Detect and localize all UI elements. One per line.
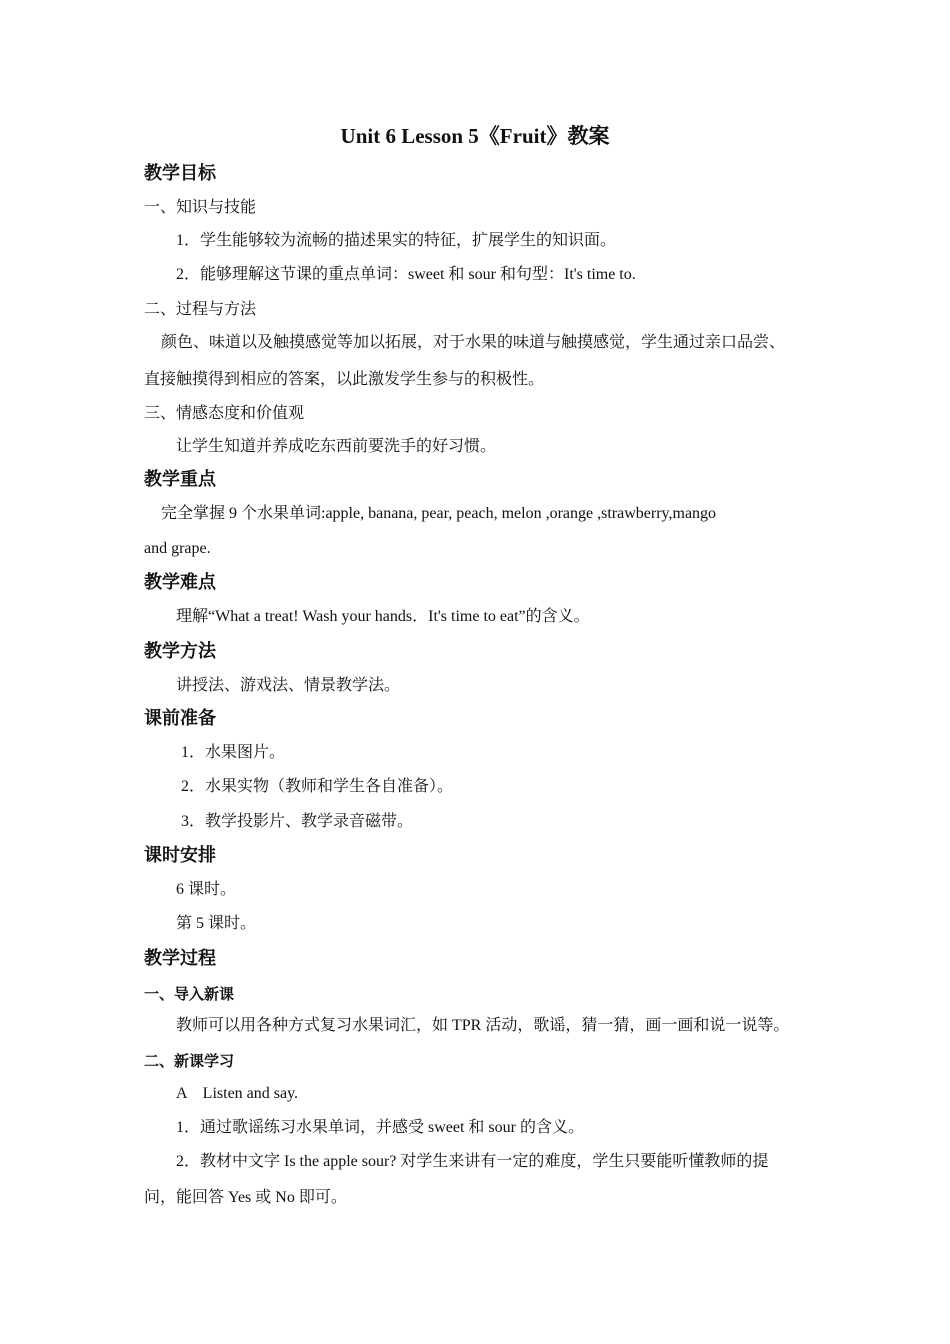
difficulties-text: 理解“What a treat! Wash your hands．It's time to eat”的含义。: [176, 608, 590, 625]
process-method-heading: 二、过程与方法: [144, 301, 257, 318]
document-title: Unit 6 Lesson 5《Fruit》教案: [340, 124, 610, 148]
lesson-step-1: 1．通过歌谣练习水果单词，并感受 sweet 和 sour 的含义。: [176, 1119, 584, 1136]
process-heading: 教学过程: [144, 948, 216, 969]
process-method-text-line-1: 颜色、味道以及触摸感觉等加以拓展，对于水果的味道与触摸感觉，学生通过亲口品尝、: [161, 334, 786, 351]
intro-section-text: 教师可以用各种方式复习水果词汇，如 TPR 活动，歌谣，猜一猜，画一画和说一说等。: [176, 1017, 790, 1034]
key-points-heading: 教学重点: [144, 469, 216, 490]
listen-and-say-label: A Listen and say.: [176, 1085, 299, 1102]
new-lesson-heading: 二、新课学习: [144, 1052, 235, 1070]
lesson-step-2-line-2: 问，能回答 Yes 或 No 即可。: [144, 1189, 347, 1206]
objective-item-1: 1．学生能够较为流畅的描述果实的特征，扩展学生的知识面。: [176, 232, 617, 249]
schedule-line-1: 6 课时。: [176, 881, 237, 898]
attitude-values-text: 让学生知道并养成吃东西前要洗手的好习惯。: [176, 438, 497, 455]
preparation-item-2: 2．水果实物（教师和学生各自准备）。: [181, 778, 454, 795]
schedule-line-2: 第 5 课时。: [176, 915, 257, 932]
knowledge-skills-heading: 一、知识与技能: [144, 199, 257, 216]
methods-text: 讲授法、游戏法、情景教学法。: [176, 677, 401, 694]
lesson-step-2-line-1: 2．教材中文字 Is the apple sour? 对学生来讲有一定的难度，学生只要能听懂教师的提: [176, 1153, 769, 1170]
objective-item-2: 2．能够理解这节课的重点单词：sweet 和 sour 和句型：It's time to.: [176, 266, 636, 283]
process-method-text-line-2: 直接触摸得到相应的答案，以此激发学生参与的积极性。: [144, 371, 545, 388]
key-points-line-2: and grape.: [144, 540, 211, 557]
key-points-line-1: 完全掌握 9 个水果单词:apple, banana, pear, peach, melon ,orange ,strawberry,mango: [161, 505, 717, 522]
preparation-item-3: 3．教学投影片、教学录音磁带。: [181, 813, 414, 830]
difficulties-heading: 教学难点: [144, 572, 216, 593]
schedule-heading: 课时安排: [144, 845, 216, 866]
objectives-heading: 教学目标: [144, 163, 216, 184]
preparation-item-1: 1．水果图片。: [181, 744, 286, 761]
attitude-values-heading: 三、情感态度和价值观: [144, 405, 305, 422]
methods-heading: 教学方法: [144, 641, 216, 662]
preparation-heading: 课前准备: [144, 708, 216, 729]
intro-section-heading: 一、导入新课: [144, 985, 235, 1003]
